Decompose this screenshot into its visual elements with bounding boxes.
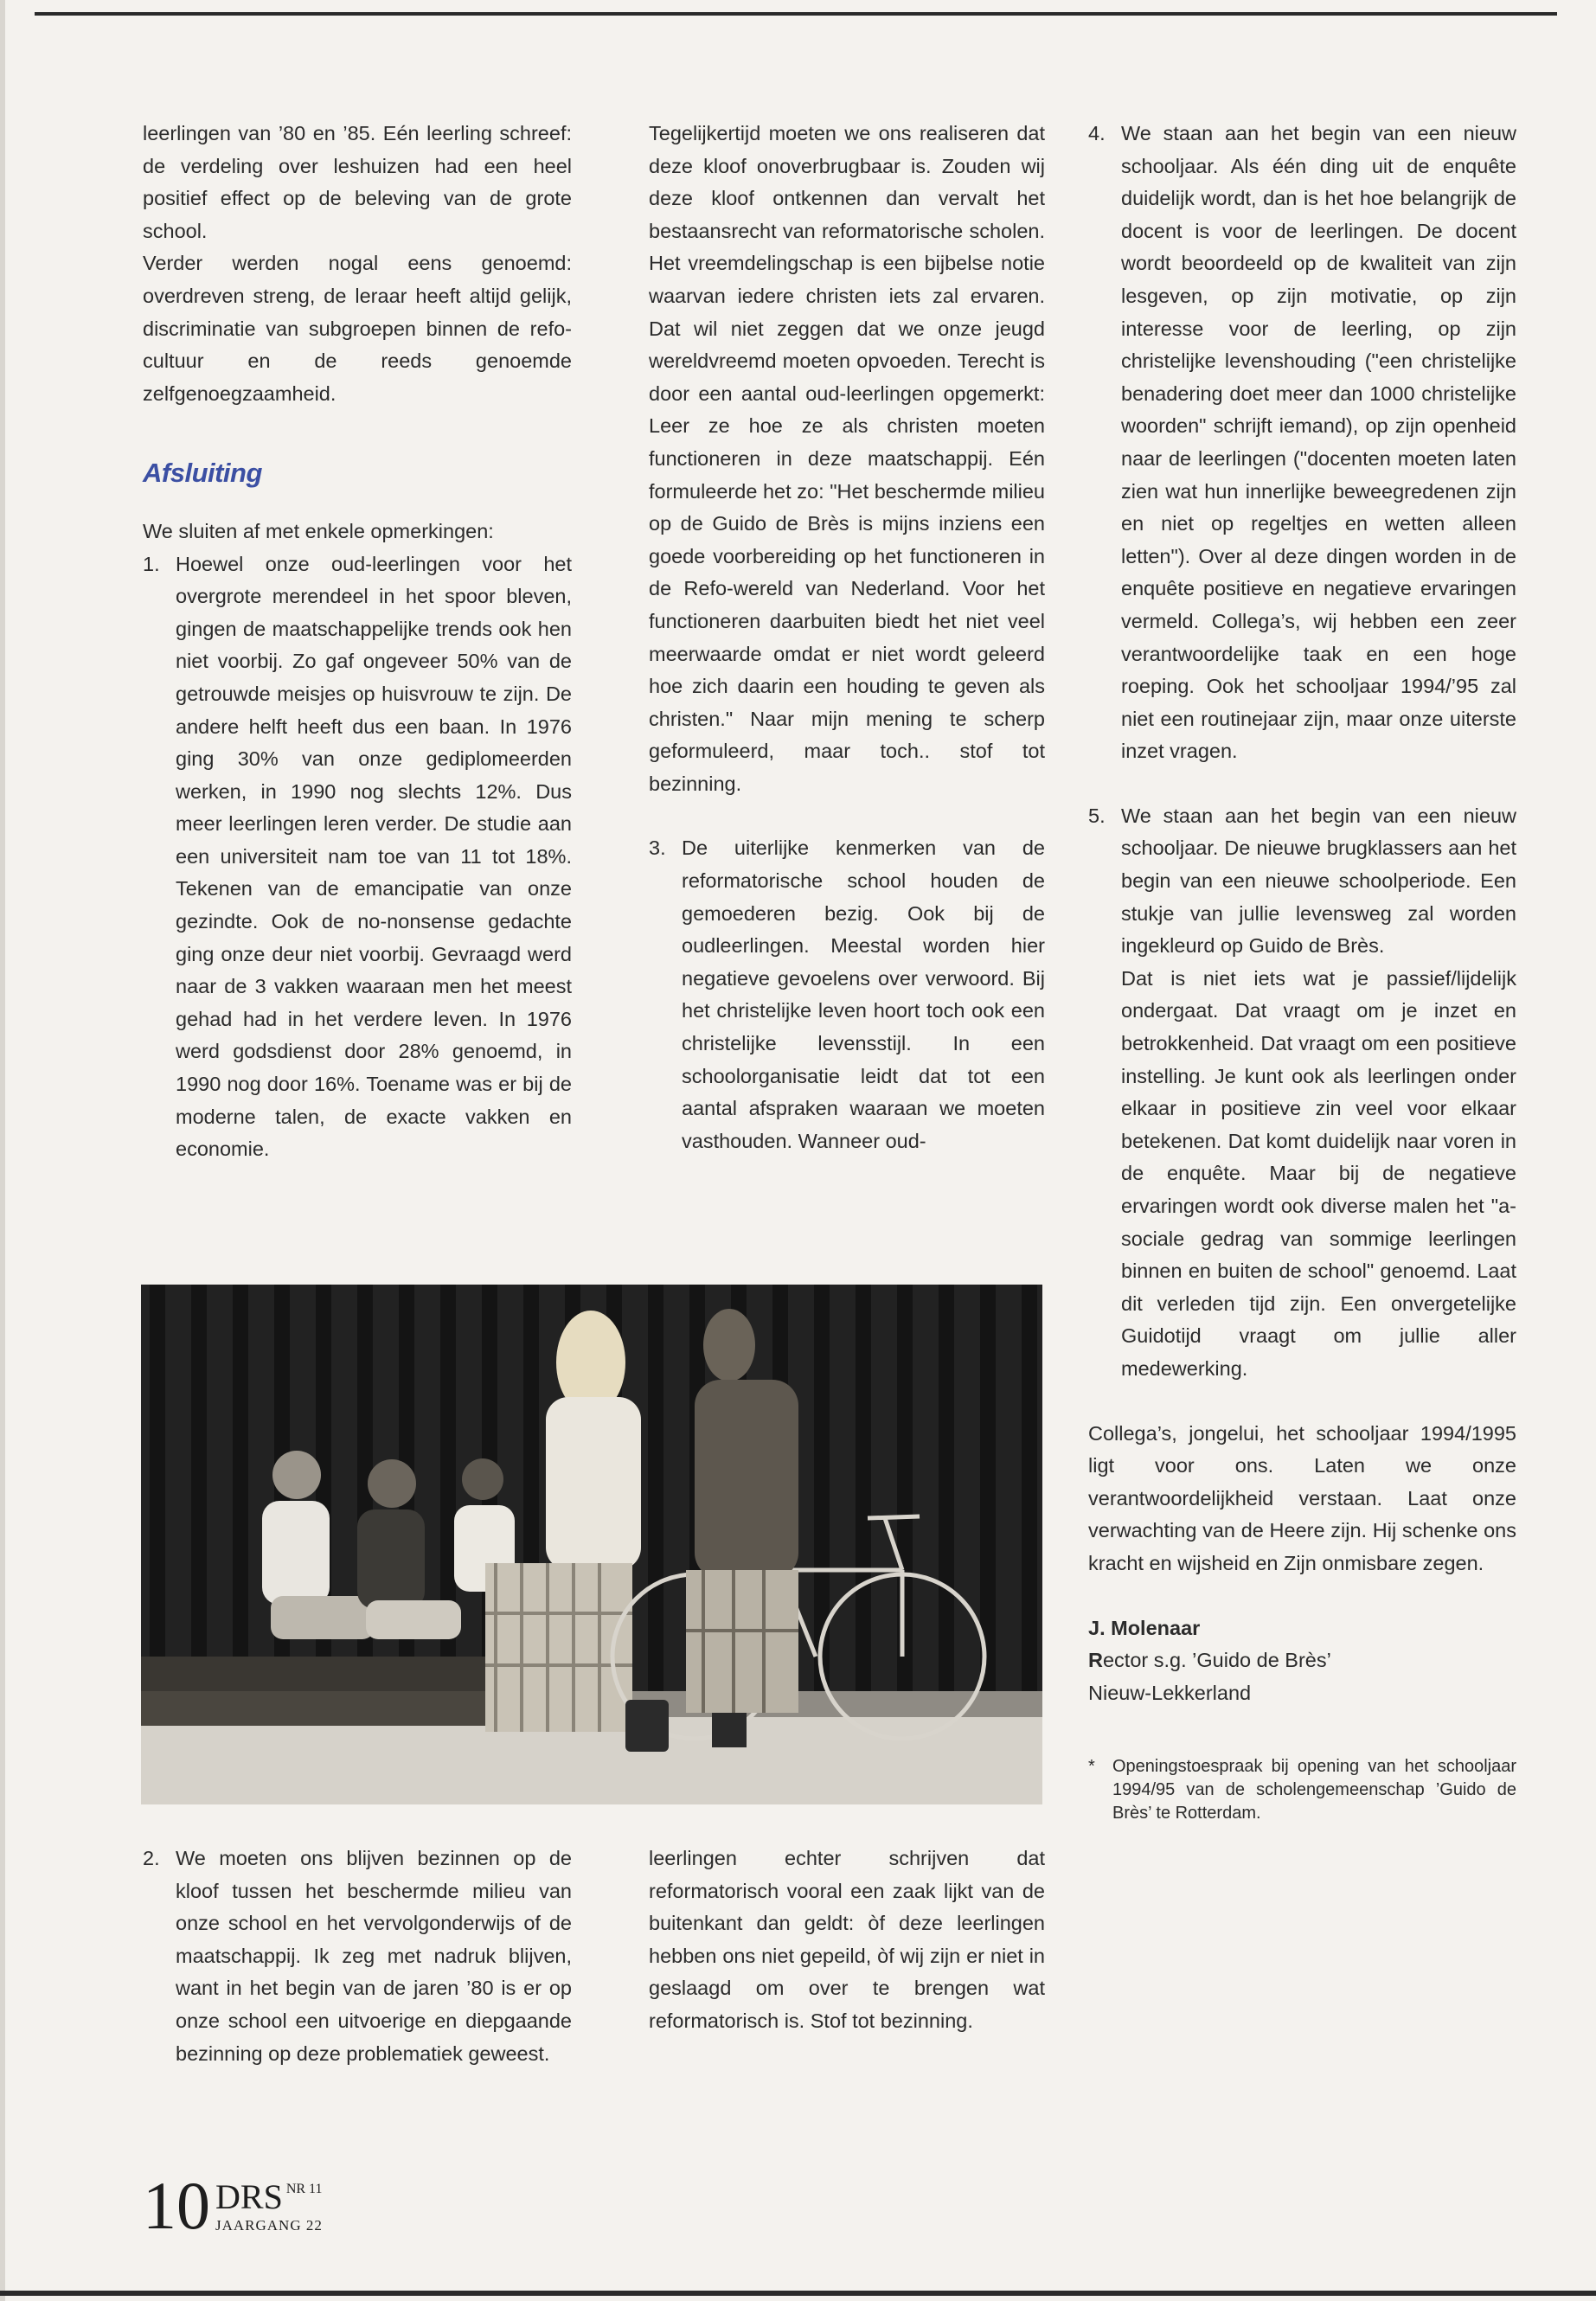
page-number: 10 — [143, 2168, 210, 2243]
lead-paragraph: We sluiten af met enkele opmerkingen: — [143, 519, 494, 542]
signature-name: J. Molenaar — [1088, 1616, 1201, 1639]
section-heading: Afsluiting — [143, 458, 262, 489]
footnote-text: Openingstoespraak bij opening van het schooljaar 1994/95 van de scholengemeenschap ’Guido de Brès’ te Rotterdam. — [1112, 1757, 1516, 1823]
list-item — [143, 548, 572, 1166]
column-2 — [649, 118, 1045, 1157]
paragraph: leerlingen echter schrijven dat reformatorisch vooral een zaak lijkt van de buitenkant dan geldt: òf deze leerlingen hebben ons niet gepeild, òf wij zijn er niet in geslaagd om over te brengen wat reformatorisch is. Stof tot bezinning. — [649, 1847, 1045, 2032]
closing-paragraph: Collega’s, jongelui, het schooljaar 1994/1995 ligt voor ons. Laten we onze verantwoordelijkheid verstaan. Laat onze verwachting van de Heere zijn. Hij schenke ons kracht en wijsheid en Zijn onmisbare zegen. — [1088, 1421, 1516, 1574]
signature-place: Nieuw-Lekkerland — [1088, 1681, 1252, 1704]
column-1-bottom — [143, 1843, 572, 2070]
footnote — [1088, 1755, 1516, 1825]
list-number: 4. — [1088, 122, 1106, 144]
list-number: 2. — [143, 1847, 160, 1869]
list-number: 3. — [649, 836, 666, 860]
photo-students-with-bicycle — [141, 1285, 1042, 1804]
footnote-mark: * — [1088, 1757, 1095, 1777]
list-number: 1. — [143, 552, 160, 575]
bottom-rule — [0, 2291, 1596, 2296]
list-item — [143, 1843, 572, 2070]
issue-number: NR 11 — [285, 2182, 323, 2196]
paragraph: Verder werden nogal eens genoemd: overdreven streng, de leraar heeft altijd gelijk, discriminatie van subgroepen binnen de refo-cultuur en de reeds genoemde zelfgenoegzaamheid. — [143, 252, 572, 405]
list-item — [1088, 800, 1516, 1386]
page-edge — [0, 0, 5, 2301]
magazine-name: DRS — [215, 2177, 283, 2216]
top-rule — [35, 12, 1557, 16]
signature-role-initial: R — [1088, 1649, 1103, 1672]
signature-role-text: ector s.g. ’Guido de Brès’ — [1102, 1649, 1331, 1672]
volume-label: JAARGANG 22 — [215, 2217, 323, 2234]
list-text: Hoewel onze oud-leerlingen voor het overgrote merendeel in het spoor bleven, gingen de maatschappelijke trends ook hen niet voorbij. Zo gaf ongeveer 50% van de getrouwde meisjes op huisvrouw te zijn. De andere helft heeft dus een baan. In 1976 ging 30% van onze gediplomeerden werken, in 1990 nog slechts 12%. Dus meer leerlingen leren verder. De studie aan een universiteit nam toe van 11 tot 18%. Tekenen van de emancipatie van onze gezindte. Ook de no-nonsense gedachte ging onze deur niet voorbij. Gevraagd werd naar de 3 vakken waaraan men het meest gehad had in het verdere leven. In 1976 werd godsdienst door 28% genoemd, in 1990 nog door 16%. Toename was er bij de moderne talen, de exacte vakken en economie. — [176, 552, 572, 1161]
list-number: 5. — [1088, 804, 1106, 827]
list-text: We moeten ons blijven bezinnen op de kloof tussen het beschermde milieu van onze school en het vervolgonderwijs of de maatschappij. Ik zeg met nadruk blijven, want in het begin van de jaren ’80 is er op onze school een uitvoerige en diepgaande bezinning op deze problematiek geweest. — [176, 1847, 572, 2065]
magazine-masthead — [215, 2177, 323, 2235]
list-text: We staan aan het begin van een nieuw schooljaar. Als één ding uit de enquête duidelijk wordt, dan is het hoe belangrijk de docent is voor de leerlingen. De docent wordt beoordeeld op de kwaliteit van zijn lesgeven, op zijn motivatie, op zijn interesse voor de leerling, op zijn christelijke levenshouding ("een christelijke benadering doet meer dan 1000 christelijke woorden" schrijft iemand), op zijn openheid naar de leerlingen ("docenten moeten laten zien wat hun innerlijke beweegredenen zijn en niet op regeltjes en wetten alleen letten"). Over al deze dingen worden in de enquête positieve en negatieve ervaringen vermeld. Collega’s, wij hebben een zeer verantwoordelijke taak en een hoge roeping. Ook het schooljaar 1994/’95 zal niet een routinejaar zijn, maar onze uiterste inzet vragen. — [1121, 122, 1516, 763]
list-text: Dat is niet iets wat je passief/lijdelijk ondergaat. Dat vraagt om je inzet en betrokkenheid. Dat vraagt om een positieve instelling. Je kunt ook als leerlingen onder elkaar in positieve zin veel voor elkaar betekenen. Dat komt duidelijk naar voren in de enquête. Maar bij de negatieve ervaringen wordt ook diverse malen het "a-sociale gedrag van sommige leerlingen binnen en buiten de school" genoemd. Laat dit verleden tijd zijn. Een onvergetelijke Guidotijd vraagt om jullie aller medewerking. — [1121, 966, 1516, 1380]
column-3 — [1088, 118, 1516, 1825]
list-text: De uiterlijke kenmerken van de reformatorische school houden de gemoederen bezig. Ook bij de oudleerlingen. Meestal worden hier negatieve gevoelens over verwoord. Bij het christelijke leven hoort toch ook een christelijke levensstijl. In een schoolorganisatie leidt dat tot een aantal afspraken waaraan we moeten vasthouden. Wanneer oud- — [682, 836, 1045, 1152]
paragraph: leerlingen van ’80 en ’85. Eén leerling schreef: de verdeling over leshuizen had een heel positief effect op de beleving van de grote school. — [143, 122, 572, 242]
paragraph: Tegelijkertijd moeten we ons realiseren dat deze kloof onoverbrugbaar is. Zouden wij deze kloof ontkennen dan vervalt het bestaansrecht van reformatorische scholen. Het vreemdelingschap is een bijbelse notie waarvan iedere christen iets zal ervaren. Dat wil niet zeggen dat we onze jeugd wereldvreemd moeten opvoeden. Terecht is door een aantal oud-leerlingen opgemerkt: Leer ze hoe ze als christen moeten functioneren in deze maatschappij. Eén formuleerde het zo: "Het beschermde milieu op de Guido de Brès is mijns inziens een goede voorbereiding op het functioneren in de Refo-wereld van Nederland. Voor het functioneren daarbuiten biedt het niet veel meerwaarde omdat er niet wordt geleerd hoe zich daarin een houding te geven als christen." Naar mijn mening te scherp geformuleerd, maar toch.. stof tot bezinning. — [649, 122, 1045, 795]
list-item — [649, 832, 1045, 1157]
column-1 — [143, 118, 572, 1166]
list-item — [1088, 118, 1516, 768]
list-text: We staan aan het begin van een nieuw schooljaar. De nieuwe brugklassers aan het begin van een nieuwe schoolperiode. Een stukje van jullie levensweg zal worden ingekleurd op Guido de Brès. — [1121, 804, 1516, 958]
signature-role — [1088, 1644, 1516, 1677]
column-2-bottom — [649, 1843, 1045, 2038]
